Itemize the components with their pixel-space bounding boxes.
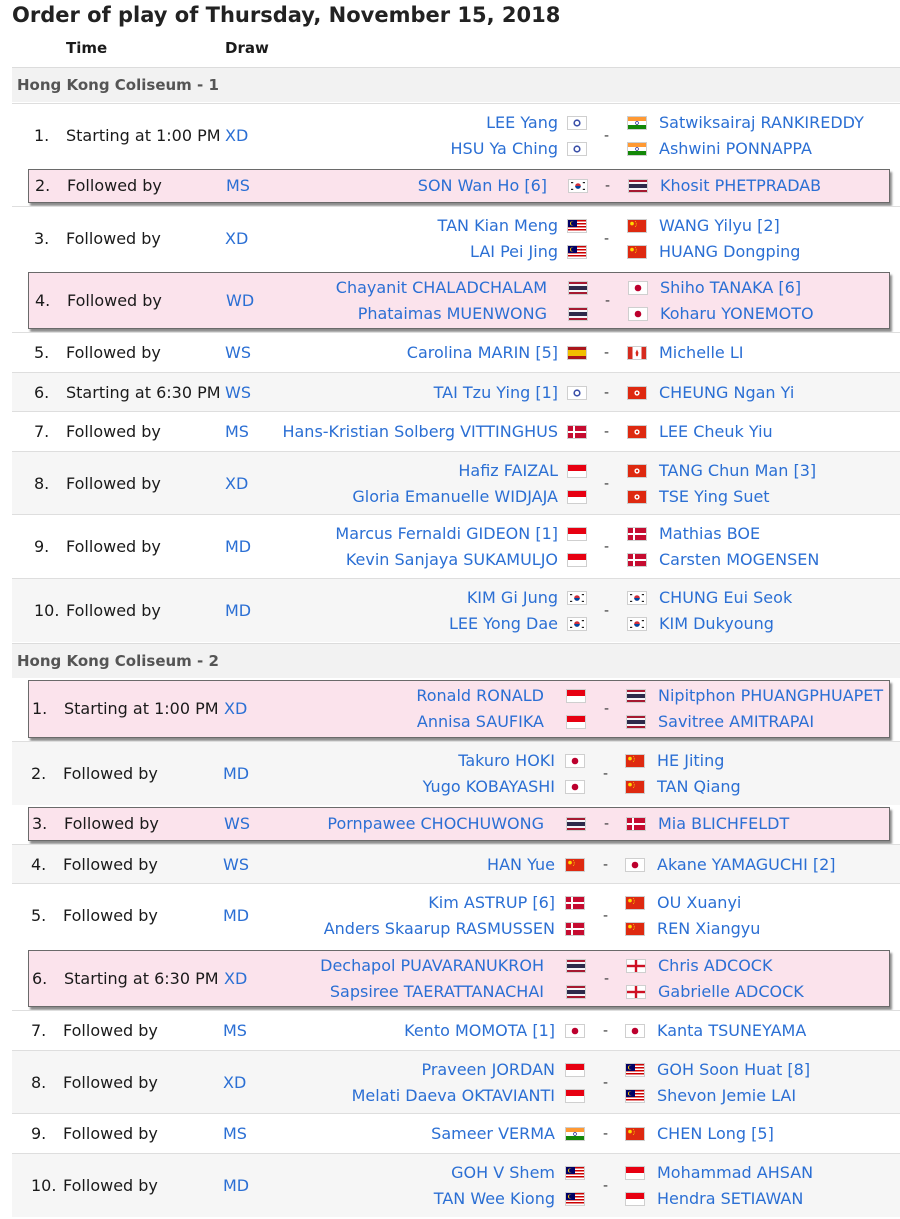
player-link[interactable]: Hafiz FAIZAL: [458, 461, 558, 480]
flag-tha-icon: [566, 817, 586, 831]
match-row: [12, 1010, 900, 1051]
versus-dash: -: [604, 816, 610, 832]
flag-hkg-icon: [627, 464, 647, 478]
player-link[interactable]: REN Xiangyu: [657, 919, 761, 938]
versus-dash: -: [604, 128, 610, 144]
flag-ina-icon: [565, 1063, 585, 1077]
player-link[interactable]: Gloria Emanuelle WIDJAJA: [352, 487, 558, 506]
versus-dash: -: [605, 178, 611, 194]
versus-dash: -: [603, 1178, 609, 1194]
flag-hkg-icon: [627, 425, 647, 439]
player-link[interactable]: Shiho TANAKA [6]: [660, 278, 802, 297]
player-link[interactable]: HAN Yue: [487, 855, 555, 874]
flag-eng-icon: [626, 985, 646, 999]
flag-eng-icon: [626, 959, 646, 973]
flag-chn-icon: [625, 922, 645, 936]
flag-ina-icon: [567, 553, 587, 567]
flag-mas-icon: [625, 1063, 645, 1077]
player-link[interactable]: TAN Kian Meng: [437, 216, 558, 235]
match-row: [12, 1050, 900, 1114]
match-time: Followed by: [66, 474, 161, 493]
flag-ina-icon: [625, 1166, 645, 1180]
match-row: [12, 1153, 900, 1217]
flag-ina-icon: [567, 490, 587, 504]
player-link[interactable]: Yugo KOBAYASHI: [422, 777, 555, 796]
flag-chn-icon: [565, 858, 585, 872]
flag-ina-icon: [567, 464, 587, 478]
flag-den-icon: [626, 817, 646, 831]
flag-den-icon: [565, 922, 585, 936]
flag-mas-icon: [625, 1089, 645, 1103]
match-time: Followed by: [66, 229, 161, 248]
versus-dash: -: [604, 424, 610, 440]
flag-ina-icon: [625, 1192, 645, 1206]
match-number: 4.: [35, 291, 51, 310]
flag-hkg-icon: [627, 386, 647, 400]
match-row-highlighted: [28, 950, 890, 1007]
match-row: [12, 1113, 900, 1154]
draw-link[interactable]: MS: [223, 1124, 247, 1143]
player-link[interactable]: CHEUNG Ngan Yi: [659, 383, 795, 402]
match-row: [12, 411, 900, 452]
match-number: 7.: [31, 1021, 47, 1040]
match-row: [12, 451, 900, 515]
match-time: Followed by: [63, 1021, 158, 1040]
flag-ind-icon: [627, 142, 647, 156]
match-number: 6.: [32, 969, 48, 988]
page-title: Order of play of Thursday, November 15, 2018: [12, 3, 561, 27]
flag-ind-icon: [565, 1127, 585, 1141]
player-link[interactable]: Anders Skaarup RASMUSSEN: [323, 919, 555, 938]
flag-tha-icon: [568, 307, 588, 321]
draw-link[interactable]: MD: [223, 764, 250, 783]
versus-dash: -: [604, 231, 610, 247]
player-link[interactable]: OU Xuanyi: [657, 893, 742, 912]
flag-chn-icon: [625, 1127, 645, 1141]
match-row-highlighted: [28, 680, 890, 738]
player-link[interactable]: Takuro HOKI: [458, 751, 555, 770]
flag-mas-icon: [567, 219, 587, 233]
draw-link[interactable]: MD: [223, 1176, 250, 1195]
match-number: 4.: [31, 855, 47, 874]
flag-den-icon: [627, 553, 647, 567]
player-link[interactable]: Melati Daeva OKTAVIANTI: [351, 1086, 555, 1105]
flag-chn-icon: [625, 896, 645, 910]
match-row: [12, 844, 900, 884]
player-link[interactable]: Akane YAMAGUCHI [2]: [657, 855, 836, 874]
player-link[interactable]: Michelle LI: [659, 343, 744, 362]
match-time: Starting at 6:30 PM: [66, 383, 221, 402]
flag-mas-icon: [565, 1166, 585, 1180]
player-link[interactable]: Chayanit CHALADCHALAM: [335, 278, 547, 297]
draw-link[interactable]: WS: [225, 383, 251, 402]
flag-tha-icon: [626, 689, 646, 703]
match-time: Followed by: [66, 422, 161, 441]
match-number: 6.: [34, 383, 50, 402]
flag-ina-icon: [566, 715, 586, 729]
player-link[interactable]: WANG Yilyu [2]: [659, 216, 780, 235]
match-number: 3.: [32, 814, 48, 833]
flag-kor-icon: [567, 617, 587, 631]
match-time: Followed by: [63, 764, 158, 783]
draw-link[interactable]: XD: [225, 126, 249, 145]
match-row: [12, 741, 900, 805]
draw-link[interactable]: WS: [225, 343, 251, 362]
flag-jpn-icon: [628, 281, 648, 295]
player-link[interactable]: Carsten MOGENSEN: [659, 550, 820, 569]
player-link[interactable]: LEE Yong Dae: [448, 614, 558, 633]
match-number: 2.: [35, 176, 51, 195]
match-time: Starting at 1:00 PM: [64, 699, 219, 718]
player-link[interactable]: KIM Dukyoung: [659, 614, 774, 633]
draw-link[interactable]: MD: [225, 537, 252, 556]
player-link[interactable]: GOH V Shem: [451, 1163, 555, 1182]
player-link[interactable]: Mohammad AHSAN: [657, 1163, 814, 1182]
match-time: Starting at 1:00 PM: [66, 126, 221, 145]
player-link[interactable]: TAN Wee Kiong: [433, 1189, 555, 1208]
court-header: [12, 67, 900, 102]
match-time: Followed by: [66, 537, 161, 556]
draw-link[interactable]: XD: [224, 969, 248, 988]
flag-chn-icon: [627, 219, 647, 233]
versus-dash: -: [603, 1126, 609, 1142]
match-row: [12, 103, 900, 167]
player-link[interactable]: Mathias BOE: [659, 524, 761, 543]
flag-jpn-icon: [628, 307, 648, 321]
match-row: [12, 372, 900, 412]
flag-den-icon: [567, 425, 587, 439]
player-link[interactable]: Phataimas MUENWONG: [357, 304, 547, 323]
player-link[interactable]: Ashwini PONNAPPA: [659, 139, 812, 158]
player-link[interactable]: Koharu YONEMOTO: [660, 304, 814, 323]
draw-link[interactable]: MS: [226, 176, 250, 195]
flag-tha-icon: [566, 985, 586, 999]
flag-chn-icon: [625, 754, 645, 768]
draw-link[interactable]: XD: [224, 699, 248, 718]
versus-dash: -: [605, 293, 611, 309]
versus-dash: -: [603, 908, 609, 924]
match-number: 3.: [34, 229, 50, 248]
player-link[interactable]: Hendra SETIAWAN: [657, 1189, 804, 1208]
court-header: [12, 643, 900, 678]
player-link[interactable]: TAI Tzu Ying [1]: [433, 383, 558, 402]
flag-jpn-icon: [625, 1024, 645, 1038]
match-row: [12, 332, 900, 373]
match-time: Followed by: [63, 906, 158, 925]
player-link[interactable]: HE Jiting: [657, 751, 725, 770]
flag-jpn-icon: [565, 754, 585, 768]
versus-dash: -: [604, 701, 610, 717]
player-link[interactable]: Mia BLICHFELDT: [658, 814, 790, 833]
match-row-highlighted: [28, 272, 890, 329]
draw-link[interactable]: XD: [225, 474, 249, 493]
flag-ina-icon: [567, 527, 587, 541]
match-number: 7.: [34, 422, 50, 441]
player-link[interactable]: Kim ASTRUP [6]: [428, 893, 555, 912]
draw-link[interactable]: WD: [226, 291, 255, 310]
player-link[interactable]: GOH Soon Huat [8]: [657, 1060, 811, 1079]
versus-dash: -: [603, 1023, 609, 1039]
player-link[interactable]: Gabrielle ADCOCK: [658, 982, 804, 1001]
draw-link[interactable]: MS: [225, 422, 249, 441]
versus-dash: -: [604, 603, 610, 619]
flag-jpn-icon: [625, 858, 645, 872]
versus-dash: -: [603, 857, 609, 873]
player-link[interactable]: KIM Gi Jung: [466, 588, 558, 607]
match-time: Followed by: [63, 1176, 158, 1195]
draw-link[interactable]: WS: [223, 855, 249, 874]
player-link[interactable]: Kento MOMOTA [1]: [404, 1021, 555, 1040]
flag-kor-icon: [568, 179, 588, 193]
flag-tpe-icon: [567, 142, 587, 156]
flag-mas-icon: [565, 1192, 585, 1206]
player-link[interactable]: Khosit PHETPRADAB: [660, 176, 822, 195]
player-link[interactable]: Praveen JORDAN: [421, 1060, 555, 1079]
flag-tha-icon: [626, 715, 646, 729]
match-row-highlighted: [28, 169, 890, 203]
flag-tpe-icon: [567, 386, 587, 400]
flag-jpn-icon: [565, 1024, 585, 1038]
flag-ina-icon: [565, 1089, 585, 1103]
match-number: 5.: [34, 343, 50, 362]
match-number: 5.: [31, 906, 47, 925]
player-link[interactable]: CHUNG Eui Seok: [659, 588, 793, 607]
player-link[interactable]: Ronald RONALD: [416, 686, 544, 705]
versus-dash: -: [603, 1075, 609, 1091]
match-row: [12, 206, 900, 270]
match-number: 9.: [34, 537, 50, 556]
player-link[interactable]: Dechapol PUAVARANUKROH: [320, 956, 544, 975]
flag-chn-icon: [627, 245, 647, 259]
player-link[interactable]: Chris ADCOCK: [658, 956, 773, 975]
versus-dash: -: [604, 539, 610, 555]
player-link[interactable]: LEE Yang: [486, 113, 558, 132]
draw-link[interactable]: MD: [223, 906, 250, 925]
flag-ina-icon: [566, 689, 586, 703]
player-link[interactable]: HUANG Dongping: [659, 242, 801, 261]
player-link[interactable]: Carolina MARIN [5]: [406, 343, 558, 362]
player-link[interactable]: Sapsiree TAERATTANACHAI: [329, 982, 544, 1001]
match-time: Followed by: [67, 291, 162, 310]
flag-tha-icon: [568, 281, 588, 295]
player-link[interactable]: Savitree AMITRAPAI: [658, 712, 815, 731]
draw-link[interactable]: MS: [223, 1021, 247, 1040]
flag-jpn-icon: [565, 780, 585, 794]
player-link[interactable]: Shevon Jemie LAI: [657, 1086, 797, 1105]
player-link[interactable]: Annisa SAUFIKA: [416, 712, 544, 731]
flag-den-icon: [627, 527, 647, 541]
match-time: Followed by: [67, 176, 162, 195]
versus-dash: -: [604, 385, 610, 401]
player-link[interactable]: Marcus Fernaldi GIDEON [1]: [335, 524, 558, 543]
player-link[interactable]: Kevin Sanjaya SUKAMULJO: [345, 550, 558, 569]
versus-dash: -: [604, 476, 610, 492]
flag-kor-icon: [627, 617, 647, 631]
match-time: Followed by: [63, 1073, 158, 1092]
match-number: 10.: [31, 1176, 57, 1195]
flag-chn-icon: [625, 780, 645, 794]
flag-can-icon: [627, 346, 647, 360]
flag-tpe-icon: [567, 116, 587, 130]
court-name: Hong Kong Coliseum - 1: [17, 76, 219, 94]
flag-kor-icon: [567, 591, 587, 605]
versus-dash: -: [604, 971, 610, 987]
versus-dash: -: [603, 766, 609, 782]
player-link[interactable]: Pornpawee CHOCHUWONG: [327, 814, 544, 833]
match-row: [12, 514, 900, 579]
player-link[interactable]: LAI Pei Jing: [470, 242, 558, 261]
player-link[interactable]: Hans-Kristian Solberg VITTINGHUS: [282, 422, 558, 441]
draw-link[interactable]: WS: [224, 814, 250, 833]
match-number: 9.: [31, 1124, 47, 1143]
column-header-draw: Draw: [225, 39, 269, 57]
column-header-time: Time: [66, 39, 108, 57]
match-number: 8.: [31, 1073, 47, 1092]
match-row: [12, 883, 900, 948]
flag-esp-icon: [567, 346, 587, 360]
match-time: Followed by: [63, 1124, 158, 1143]
court-name: Hong Kong Coliseum - 2: [17, 652, 219, 670]
match-time: Followed by: [63, 855, 158, 874]
match-time: Starting at 6:30 PM: [64, 969, 219, 988]
flag-kor-icon: [627, 591, 647, 605]
player-link[interactable]: LEE Cheuk Yiu: [659, 422, 773, 441]
player-link[interactable]: TANG Chun Man [3]: [659, 461, 817, 480]
flag-ind-icon: [627, 116, 647, 130]
player-link[interactable]: TAN Qiang: [657, 777, 741, 796]
flag-tha-icon: [628, 179, 648, 193]
match-row-highlighted: [28, 807, 890, 841]
draw-link[interactable]: XD: [223, 1073, 247, 1092]
player-link[interactable]: CHEN Long [5]: [657, 1124, 774, 1143]
player-link[interactable]: Kanta TSUNEYAMA: [657, 1021, 807, 1040]
draw-link[interactable]: MD: [225, 601, 252, 620]
match-time: Followed by: [64, 814, 159, 833]
player-link[interactable]: Nipitphon PHUANGPHUAPET: [658, 686, 884, 705]
player-link[interactable]: SON Wan Ho [6]: [417, 176, 547, 195]
player-link[interactable]: HSU Ya Ching: [450, 139, 558, 158]
match-row: [12, 578, 900, 642]
match-number: 8.: [34, 474, 50, 493]
versus-dash: -: [604, 345, 610, 361]
flag-mas-icon: [567, 245, 587, 259]
match-number: 1.: [34, 126, 50, 145]
draw-link[interactable]: XD: [225, 229, 249, 248]
player-link[interactable]: Sameer VERMA: [431, 1124, 555, 1143]
flag-den-icon: [565, 896, 585, 910]
match-time: Followed by: [66, 343, 161, 362]
flag-hkg-icon: [627, 490, 647, 504]
player-link[interactable]: Satwiksairaj RANKIREDDY: [659, 113, 864, 132]
flag-tha-icon: [566, 959, 586, 973]
match-number: 1.: [32, 699, 48, 718]
player-link[interactable]: TSE Ying Suet: [659, 487, 770, 506]
match-time: Followed by: [66, 601, 161, 620]
match-number: 10.: [34, 601, 60, 620]
match-number: 2.: [31, 764, 47, 783]
